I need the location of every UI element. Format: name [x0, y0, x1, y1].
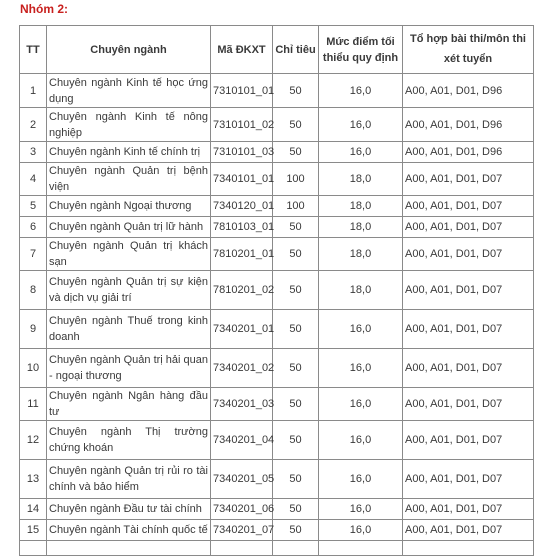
cell-tt: 1 — [20, 74, 47, 108]
cell-chi-tieu: 50 — [273, 238, 319, 271]
cell-chi-tieu: 50 — [273, 217, 319, 238]
cell-muc-diem: 16,0 — [319, 460, 403, 499]
cell-to-hop: A00, A01, D01, D07 — [403, 349, 534, 388]
table-row-partial — [20, 541, 534, 556]
table-row — [20, 499, 534, 520]
cell-chuyen-nganh: Chuyên ngành Kinh tế nông nghiệp — [47, 108, 211, 142]
cell-muc-diem: 16,0 — [319, 421, 403, 460]
cell-muc-diem: 16,0 — [319, 349, 403, 388]
table-row — [20, 217, 534, 238]
cell-muc-diem: 16,0 — [319, 499, 403, 520]
header-row — [20, 26, 534, 74]
table-row — [20, 74, 534, 108]
table-row — [20, 388, 534, 421]
cell-chi-tieu: 50 — [273, 421, 319, 460]
header-tt: TT — [20, 26, 47, 74]
cell-ma-dkxt: 7340201_02 — [211, 349, 273, 388]
cell-chuyen-nganh: Chuyên ngành Thuế trong kinh doanh — [47, 310, 211, 349]
table-row — [20, 271, 534, 310]
table-row — [20, 520, 534, 541]
cell-empty — [211, 541, 273, 556]
cell-muc-diem: 16,0 — [319, 388, 403, 421]
cell-muc-diem: 18,0 — [319, 238, 403, 271]
cell-chuyen-nganh: Chuyên ngành Kinh tế chính trị — [47, 142, 211, 163]
cell-to-hop: A00, A01, D01, D07 — [403, 163, 534, 196]
cell-chuyen-nganh: Chuyên ngành Quản trị bệnh viện — [47, 163, 211, 196]
table-row — [20, 421, 534, 460]
cell-ma-dkxt: 7810201_02 — [211, 271, 273, 310]
cell-ma-dkxt: 7310101_01 — [211, 74, 273, 108]
cell-to-hop: A00, A01, D01, D07 — [403, 238, 534, 271]
cell-muc-diem: 18,0 — [319, 163, 403, 196]
cell-to-hop: A00, A01, D01, D07 — [403, 421, 534, 460]
cell-chi-tieu: 50 — [273, 460, 319, 499]
table-row — [20, 142, 534, 163]
cell-chuyen-nganh: Chuyên ngành Quản trị rủi ro tài chính và bảo hiểm — [47, 460, 211, 499]
cell-ma-dkxt: 7810103_01 — [211, 217, 273, 238]
cell-empty — [273, 541, 319, 556]
cell-to-hop: A00, A01, D01, D07 — [403, 460, 534, 499]
cell-chi-tieu: 50 — [273, 108, 319, 142]
cell-tt: 5 — [20, 196, 47, 217]
cell-to-hop: A00, A01, D01, D07 — [403, 520, 534, 541]
cell-to-hop: A00, A01, D01, D07 — [403, 388, 534, 421]
cell-empty — [20, 541, 47, 556]
header-muc-diem: Mức điểm tối thiểu quy định — [319, 26, 403, 74]
cell-tt: 6 — [20, 217, 47, 238]
cell-muc-diem: 16,0 — [319, 108, 403, 142]
cell-tt: 3 — [20, 142, 47, 163]
cell-chi-tieu: 50 — [273, 271, 319, 310]
cell-chi-tieu: 50 — [273, 142, 319, 163]
cell-chuyen-nganh: Chuyên ngành Tài chính quốc tế — [47, 520, 211, 541]
cell-chuyen-nganh: Chuyên ngành Quản trị hải quan - ngoại thương — [47, 349, 211, 388]
cell-ma-dkxt: 7310101_03 — [211, 142, 273, 163]
cell-empty — [403, 541, 534, 556]
cell-to-hop: A00, A01, D01, D07 — [403, 310, 534, 349]
cell-tt: 14 — [20, 499, 47, 520]
cell-to-hop: A00, A01, D01, D07 — [403, 196, 534, 217]
cell-muc-diem: 18,0 — [319, 196, 403, 217]
cell-chuyen-nganh: Chuyên ngành Thị trường chứng khoán — [47, 421, 211, 460]
cell-tt: 13 — [20, 460, 47, 499]
cell-tt: 10 — [20, 349, 47, 388]
cell-to-hop: A00, A01, D01, D07 — [403, 499, 534, 520]
cell-ma-dkxt: 7340201_07 — [211, 520, 273, 541]
cell-chuyen-nganh: Chuyên ngành Quản trị lữ hành — [47, 217, 211, 238]
cell-ma-dkxt: 7340120_01 — [211, 196, 273, 217]
cell-muc-diem: 16,0 — [319, 142, 403, 163]
cell-tt: 15 — [20, 520, 47, 541]
cell-chi-tieu: 50 — [273, 520, 319, 541]
cell-ma-dkxt: 7340101_01 — [211, 163, 273, 196]
cell-ma-dkxt: 7340201_05 — [211, 460, 273, 499]
cell-chi-tieu: 50 — [273, 349, 319, 388]
cell-chuyen-nganh: Chuyên ngành Đầu tư tài chính — [47, 499, 211, 520]
header-chi-tieu: Chỉ tiêu — [273, 26, 319, 74]
group-title: Nhóm 2: — [20, 2, 68, 16]
cell-to-hop: A00, A01, D01, D07 — [403, 271, 534, 310]
table-row — [20, 460, 534, 499]
header-chuyen-nganh: Chuyên ngành — [47, 26, 211, 74]
cell-tt: 4 — [20, 163, 47, 196]
cell-tt: 12 — [20, 421, 47, 460]
cell-ma-dkxt: 7340201_04 — [211, 421, 273, 460]
cell-muc-diem: 16,0 — [319, 74, 403, 108]
cell-chi-tieu: 50 — [273, 310, 319, 349]
table-row — [20, 163, 534, 196]
cell-ma-dkxt: 7310101_02 — [211, 108, 273, 142]
table-row — [20, 108, 534, 142]
cell-tt: 2 — [20, 108, 47, 142]
cell-ma-dkxt: 7340201_01 — [211, 310, 273, 349]
cell-muc-diem: 16,0 — [319, 520, 403, 541]
cell-muc-diem: 18,0 — [319, 271, 403, 310]
header-ma-dkxt: Mã ĐKXT — [211, 26, 273, 74]
cell-to-hop: A00, A01, D01, D07 — [403, 217, 534, 238]
cell-muc-diem: 18,0 — [319, 217, 403, 238]
cell-to-hop: A00, A01, D01, D96 — [403, 142, 534, 163]
cell-muc-diem: 16,0 — [319, 310, 403, 349]
cell-ma-dkxt: 7810201_01 — [211, 238, 273, 271]
cell-chi-tieu: 50 — [273, 388, 319, 421]
cell-chuyen-nganh: Chuyên ngành Quản trị khách sạn — [47, 238, 211, 271]
cell-to-hop: A00, A01, D01, D96 — [403, 108, 534, 142]
cell-ma-dkxt: 7340201_03 — [211, 388, 273, 421]
cell-chi-tieu: 100 — [273, 196, 319, 217]
cell-tt: 11 — [20, 388, 47, 421]
cell-empty — [319, 541, 403, 556]
table-row — [20, 349, 534, 388]
cell-tt: 9 — [20, 310, 47, 349]
cell-chuyen-nganh: Chuyên ngành Kinh tế học ứng dụng — [47, 74, 211, 108]
cell-chi-tieu: 100 — [273, 163, 319, 196]
cell-chuyen-nganh: Chuyên ngành Ngân hàng đầu tư — [47, 388, 211, 421]
cell-chi-tieu: 50 — [273, 74, 319, 108]
table-row — [20, 310, 534, 349]
cell-chi-tieu: 50 — [273, 499, 319, 520]
table-row — [20, 196, 534, 217]
cell-chuyen-nganh: Chuyên ngành Ngoại thương — [47, 196, 211, 217]
cell-ma-dkxt: 7340201_06 — [211, 499, 273, 520]
table-row — [20, 238, 534, 271]
cell-empty — [47, 541, 211, 556]
cell-tt: 8 — [20, 271, 47, 310]
cell-tt: 7 — [20, 238, 47, 271]
cell-chuyen-nganh: Chuyên ngành Quản trị sự kiện và dịch vụ giải trí — [47, 271, 211, 310]
header-to-hop: Tổ hợp bài thi/môn thi xét tuyển — [403, 26, 534, 74]
cell-to-hop: A00, A01, D01, D96 — [403, 74, 534, 108]
admission-table — [19, 25, 534, 556]
